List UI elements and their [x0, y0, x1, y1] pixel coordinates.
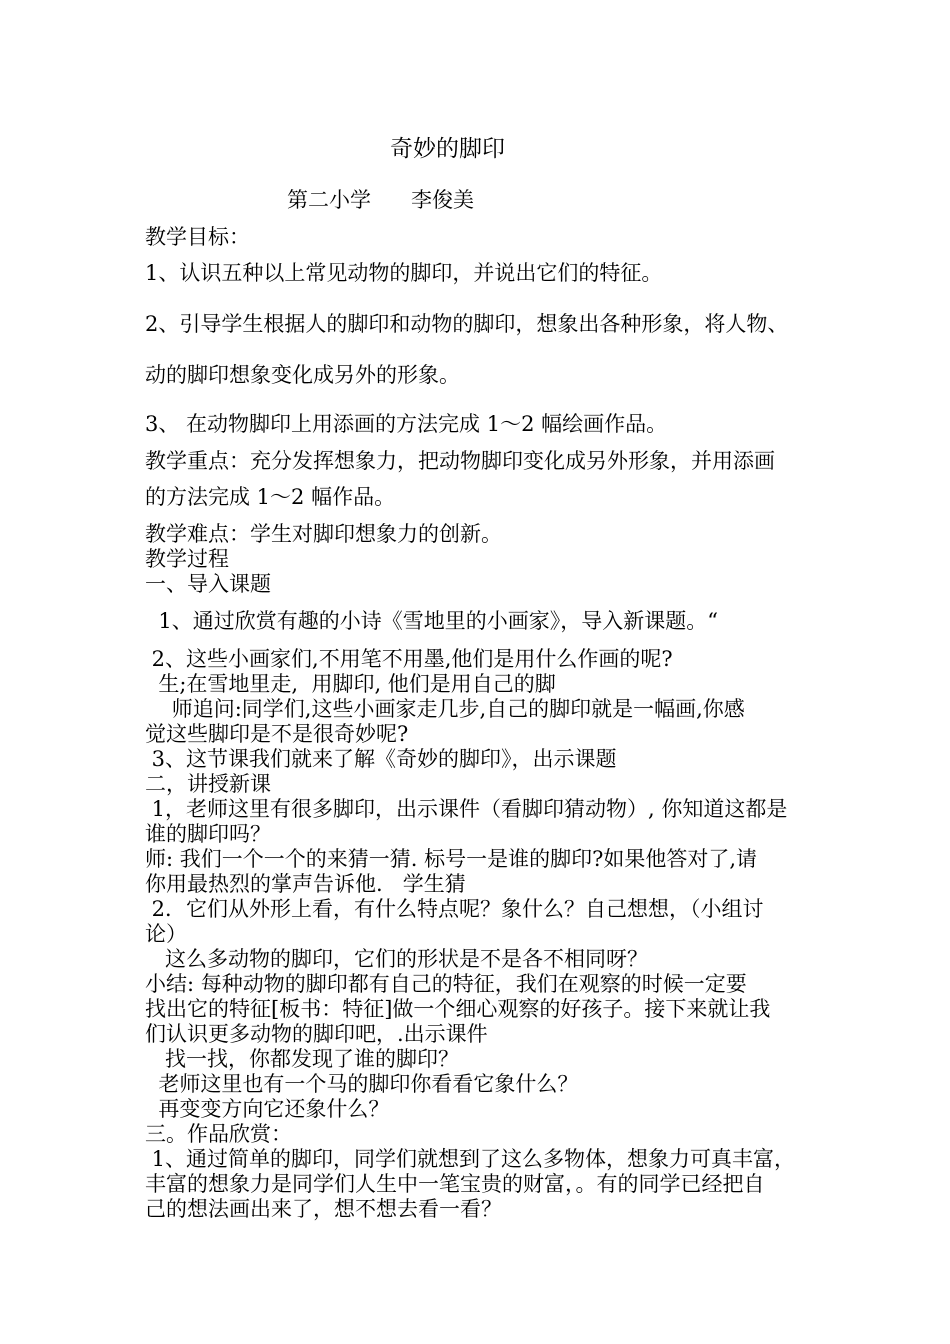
text-line-4: 动的脚印想象变化成另外的形象。 — [145, 363, 460, 387]
text-line-11: 1、通过欣赏有趣的小诗《雪地里的小画家》，导入新课题。“ — [145, 609, 718, 633]
text-line-21: 你用最热烈的掌声告诉他. 学生猜 — [145, 872, 466, 896]
text-line-3: 2、引导学生根据人的脚印和动物的脚印，想象出各种形象，将人物、 — [145, 312, 789, 336]
text-line-27: 们认识更多动物的脚印吧，.出示课件 — [145, 1022, 488, 1046]
text-line-17: 二，讲授新课 — [145, 772, 271, 796]
author-line: 第二小学 李俊美 — [287, 188, 475, 212]
text-line-33: 丰富的想象力是同学们人生中一笔宝贵的财富，。有的同学已经把自 — [145, 1172, 765, 1196]
page-title: 奇妙的脚印 — [390, 136, 505, 162]
text-line-1: 教学目标： — [145, 225, 250, 249]
text-line-30: 再变变方向它还象什么？ — [145, 1097, 390, 1121]
text-line-25: 小结: 每种动物的脚印都有自己的特征，我们在观察的时候一定要 — [145, 972, 747, 996]
text-line-8: 教学难点：学生对脚印想象力的创新。 — [145, 522, 502, 546]
text-line-15: 觉这些脚印是不是很奇妙呢? — [145, 722, 409, 746]
text-line-2: 1、认识五种以上常见动物的脚印，并说出它们的特征。 — [145, 261, 663, 285]
text-line-14: 师追问:同学们,这些小画家走几步,自己的脚印就是一幅画,你感 — [145, 697, 745, 721]
text-line-23: 论） — [145, 922, 187, 946]
text-line-24: 这么多动物的脚印，它们的形状是不是各不相同呀？ — [145, 947, 649, 971]
text-line-28: 找一找，你都发现了谁的脚印？ — [145, 1047, 460, 1071]
text-line-19: 谁的脚印吗？ — [145, 822, 271, 846]
text-line-9: 教学过程 — [145, 547, 229, 571]
text-line-34: 己的想法画出来了，想不想去看一看？ — [145, 1197, 502, 1221]
text-line-29: 老师这里也有一个马的脚印你看看它象什么？ — [145, 1072, 579, 1096]
text-line-32: 1、通过简单的脚印，同学们就想到了这么多物体，想象力可真丰富， — [145, 1147, 796, 1171]
text-line-31: 三。作品欣赏： — [145, 1122, 292, 1146]
text-line-7: 的方法完成 1～2 幅作品。 — [145, 485, 396, 509]
text-line-6: 教学重点：充分发挥想象力，把动物脚印变化成另外形象，并用添画 — [145, 449, 775, 473]
text-line-20: 师: 我们一个一个的来猜一猜. 标号一是谁的脚印?如果他答对了,请 — [145, 847, 758, 871]
text-line-18: 1，老师这里有很多脚印，出示课件（看脚印猜动物）, 你知道这都是 — [145, 797, 788, 821]
text-line-12: 2、这些小画家们,不用笔不用墨,他们是用什么作画的呢? — [145, 647, 673, 671]
text-line-22: 2．它们从外形上看，有什么特点呢？象什么？自己想想，（小组讨 — [145, 897, 764, 921]
text-line-5: 3、 在动物脚印上用添画的方法完成 1～2 幅绘画作品。 — [145, 412, 668, 436]
text-line-10: 一、导入课题 — [145, 572, 271, 596]
text-line-26: 找出它的特征[板书：特征]做一个细心观察的好孩子。接下来就让我 — [145, 997, 771, 1021]
text-line-16: 3、这节课我们就来了解《奇妙的脚印》，出示课题 — [145, 747, 617, 771]
text-line-13: 生;在雪地里走, 用脚印, 他们是用自己的脚 — [145, 672, 556, 696]
